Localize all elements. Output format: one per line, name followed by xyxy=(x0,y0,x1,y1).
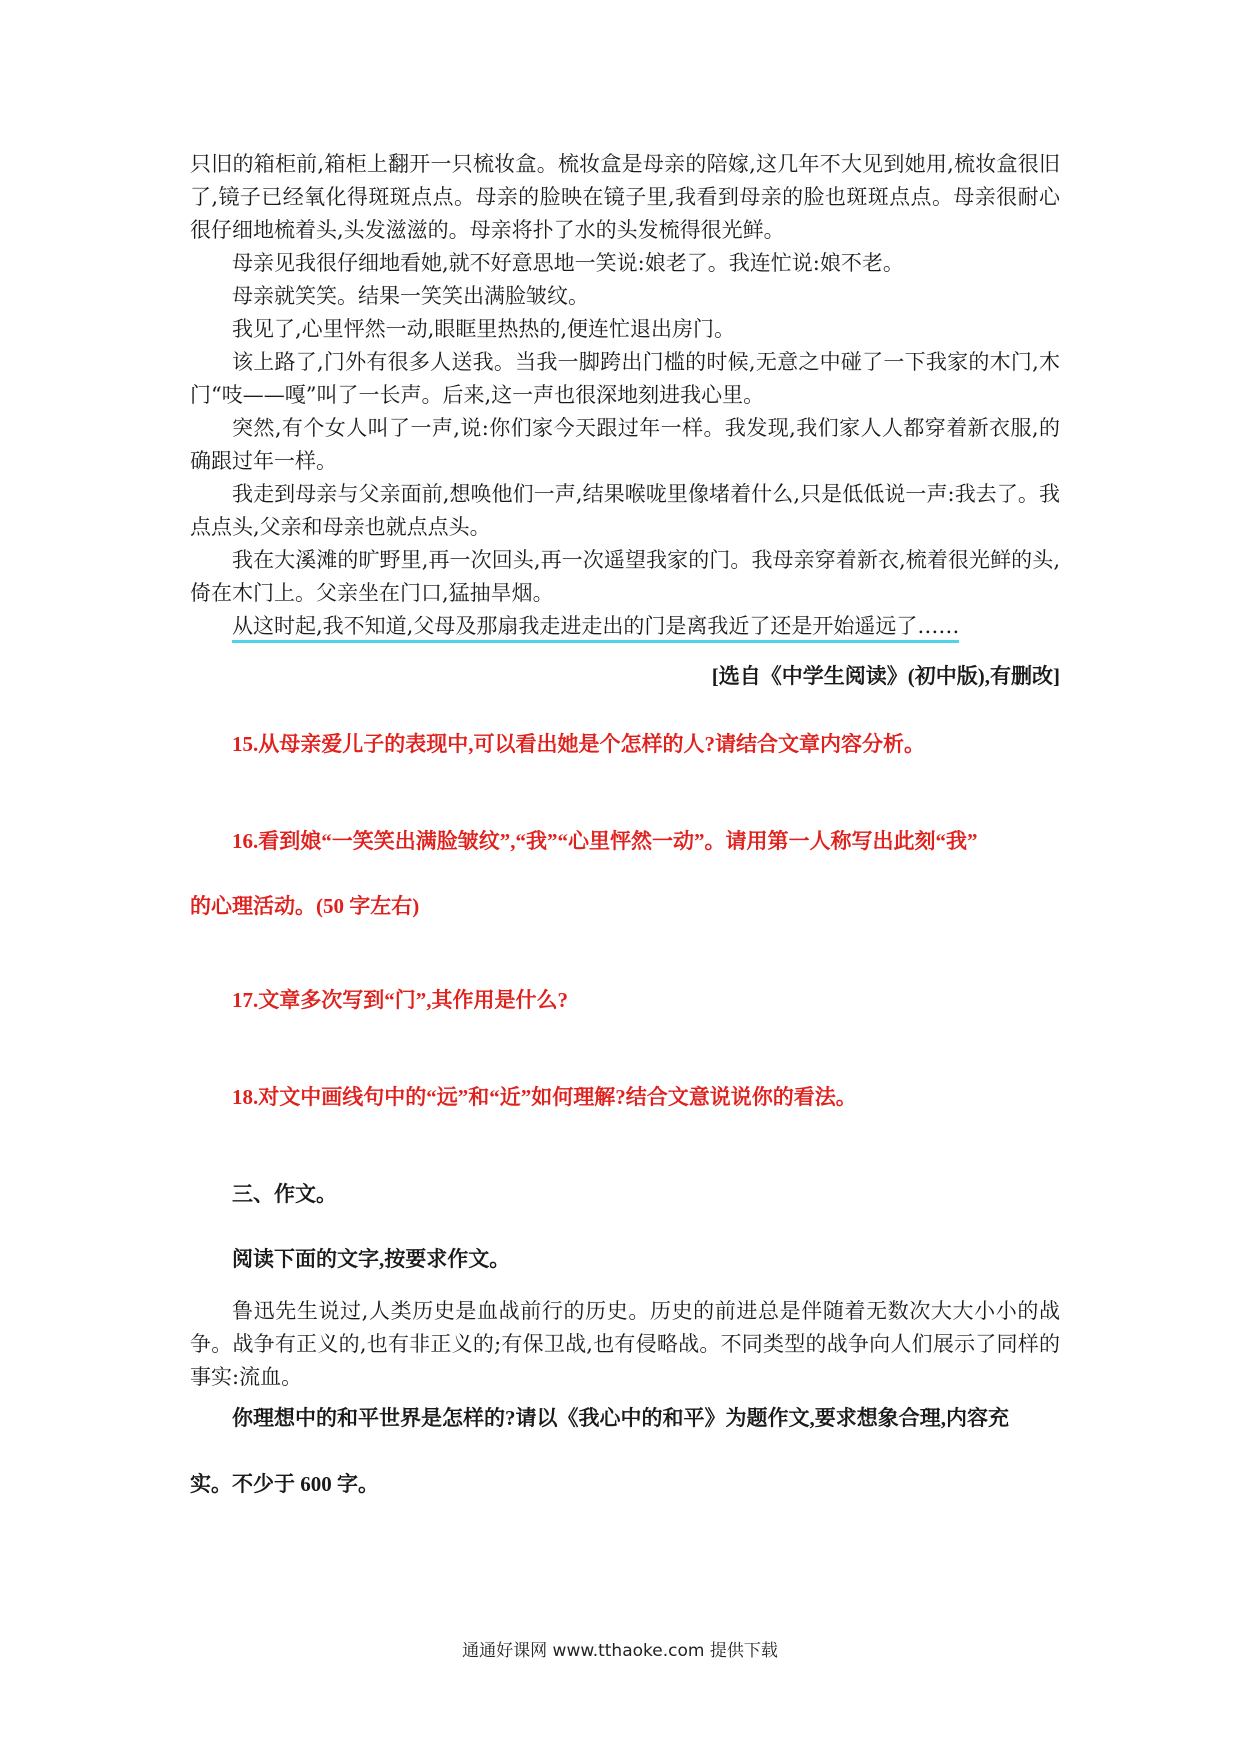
underlined-paragraph xyxy=(190,610,1060,643)
passage-paragraph: 突然,有个女人叫了一声,说:你们家今天跟过年一样。我发现,我们家人人都穿着新衣服,的确跟过年一样。 xyxy=(190,416,1060,473)
essay-prompt-line-2: 实。不少于 600 字。 xyxy=(190,1472,379,1496)
question-15: 15.从母亲爱儿子的表现中,可以看出她是个怎样的人?请结合文章内容分析。 xyxy=(232,732,925,756)
page-footer: 通通好课网 www.tthaoke.com 提供下载 xyxy=(462,1641,778,1661)
question-16-line-2: 的心理活动。(50 字左右) xyxy=(190,894,420,918)
passage-paragraph: 我走到母亲与父亲面前,想唤他们一声,结果喉咙里像堵着什么,只是低低说一声:我去了。我点点头,父亲和母亲也就点点头。 xyxy=(190,482,1060,539)
question-18: 18.对文中画线句中的“远”和“近”如何理解?结合文意说说你的看法。 xyxy=(232,1085,857,1109)
passage-paragraph: 只旧的箱柜前,箱柜上翻开一只梳妆盒。梳妆盒是母亲的陪嫁,这几年不大见到她用,梳妆盒很旧了,镜子已经氧化得斑斑点点。母亲的脸映在镜子里,我看到母亲的脸也斑斑点点。母亲很耐心很仔细地梳着头,头发滋滋的。母亲将扑了水的头发梳得很光鲜。 xyxy=(190,152,1060,242)
passage-paragraph: 母亲就笑笑。结果一笑笑出满脸皱纹。 xyxy=(232,284,589,308)
essay-section-title: 三、作文。 xyxy=(232,1182,337,1206)
essay-passage xyxy=(190,1295,1060,1394)
essay-passage-paragraph: 鲁迅先生说过,人类历史是血战前行的历史。历史的前进总是伴随着无数次大大小小的战争。战争有正义的,也有非正义的;有保卫战,也有侵略战。不同类型的战争向人们展示了同样的事实:流血。 xyxy=(190,1299,1060,1389)
reading-passage xyxy=(190,148,1060,643)
essay-instruction: 阅读下面的文字,按要求作文。 xyxy=(232,1247,511,1271)
passage-paragraph: 母亲见我很仔细地看她,就不好意思地一笑说:娘老了。我连忙说:娘不老。 xyxy=(232,251,904,275)
source-citation: [选自《中学生阅读》(初中版),有删改] xyxy=(711,664,1060,688)
passage-paragraph: 我在大溪滩的旷野里,再一次回头,再一次遥望我家的门。我母亲穿着新衣,梳着很光鲜的头,倚在木门上。父亲坐在门口,猛抽旱烟。 xyxy=(190,548,1060,605)
question-16-line-1: 16.看到娘“一笑笑出满脸皱纹”,“我”“心里怦然一动”。请用第一人称写出此刻“我” xyxy=(232,829,978,853)
question-17: 17.文章多次写到“门”,其作用是什么? xyxy=(232,988,568,1012)
essay-prompt-line-1: 你理想中的和平世界是怎样的?请以《我心中的和平》为题作文,要求想象合理,内容充 xyxy=(232,1406,1009,1430)
underlined-sentence: 从这时起,我不知道,父母及那扇我走进走出的门是离我近了还是开始遥远了…… xyxy=(232,614,959,643)
passage-paragraph: 该上路了,门外有很多人送我。当我一脚跨出门槛的时候,无意之中碰了一下我家的木门,木门“吱——嘎”叫了一长声。后来,这一声也很深地刻进我心里。 xyxy=(190,350,1060,407)
passage-paragraph: 我见了,心里怦然一动,眼眶里热热的,便连忙退出房门。 xyxy=(232,317,736,341)
